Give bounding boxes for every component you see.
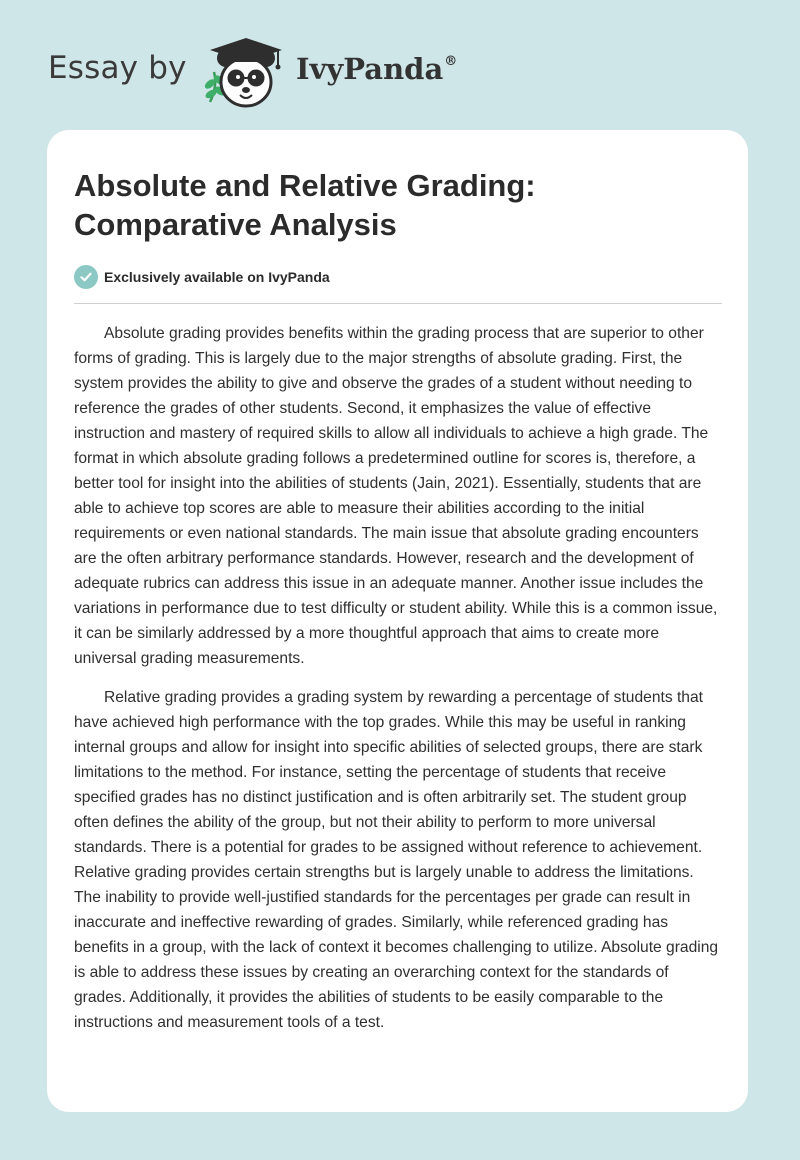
title-divider: [74, 303, 722, 304]
essay-paragraph: Absolute grading provides benefits within the grading process that are superior to other forms of grading. This is largely due to the major strengths of absolute grading. First, the system provides the ability to give and observe the grades of a student without needing to reference the grades of other students. Second, it emphasizes the value of effective instruction and mastery of required skills to allow all individuals to achieve a high grade. The format in which absolute grading follows a predetermined outline for scores is, therefore, a better tool for insight into the abilities of students (Jain, 2021). Essentially, students that are able to achieve top scores are able to measure their abilities according to the initial requirements or even national standards. The main issue that absolute grading encounters are the often arbitrary performance standards. However, research and the development of adequate rubrics can address this issue in an adequate manner. Another issue includes the variations in performance due to test difficulty or student ability. While this is a common issue, it can be similarly addressed by a more thoughtful approach that aims to create more universal grading measurements.: [74, 325, 718, 667]
check-circle-icon: [74, 265, 98, 289]
panda-graduate-logo-icon[interactable]: [202, 36, 292, 110]
essay-body: [74, 321, 724, 1049]
essay-by-label: Essay by: [48, 50, 187, 86]
brand-name-text: IvyPanda: [296, 52, 444, 86]
essay-card: [47, 130, 748, 1112]
site-header: [48, 36, 488, 110]
exclusive-badge-text: Exclusively available on IvyPanda: [104, 269, 330, 285]
essay-title: Absolute and Relative Grading: Comparative Analysis: [74, 168, 536, 242]
exclusive-badge: [74, 264, 330, 290]
brand-name[interactable]: [296, 52, 457, 86]
essay-paragraph: Relative grading provides a grading system by rewarding a percentage of students that have achieved high performance with the top grades. While this may be useful in ranking internal groups and allow for insight into specific abilities of selected groups, there are stark limitations to the method. For instance, setting the percentage of students that receive specified grades has no distinct justification and is often arbitrarily set. The student group often defines the ability of the group, but not their ability to perform to more universal standards. There is a potential for grades to be assigned without reference to achievement. Relative grading provides certain strengths but is largely unable to address the limitations. The inability to provide well-justified standards for the percentages per grade can result in inaccurate and ineffective rewarding of grades. Similarly, while referenced grading has benefits in a group, with the lack of context it becomes challenging to utilize. Absolute grading is able to address these issues by creating an overarching context for the standards of grades. Additionally, it provides the abilities of students to be easily comparable to the instructions and measurement tools of a test.: [74, 689, 719, 1031]
registered-mark: ®: [444, 54, 458, 69]
